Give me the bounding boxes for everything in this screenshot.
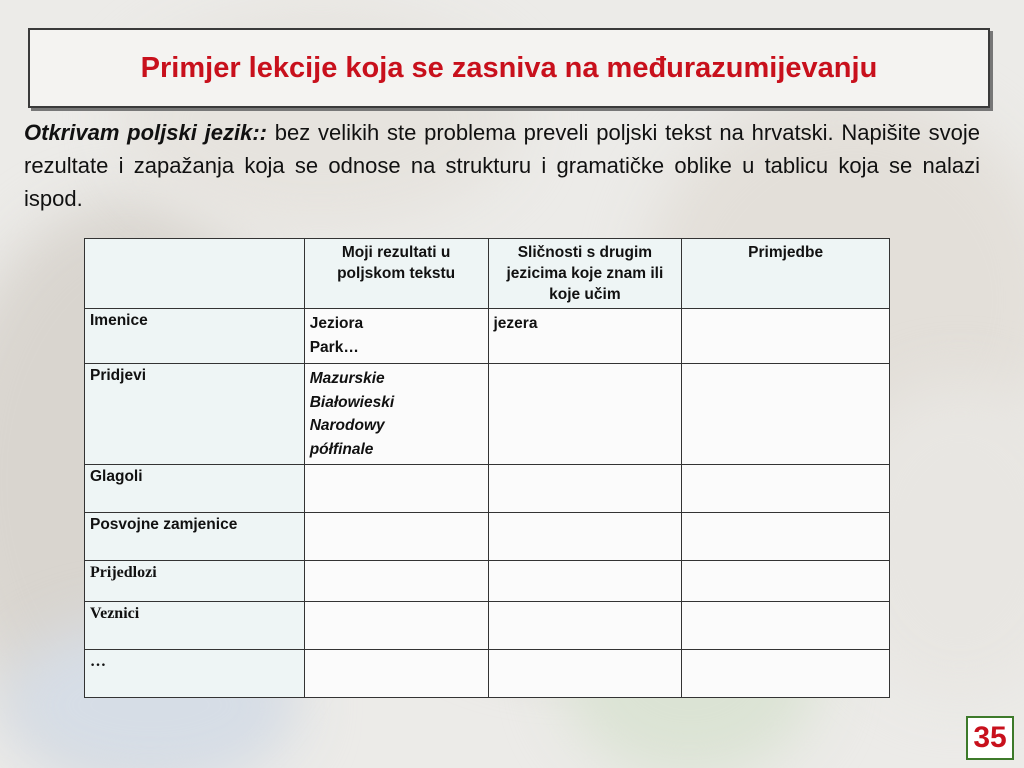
similarities-cell <box>488 602 682 650</box>
slide-title: Primjer lekcije koja se zasniva na međurazumijevanju <box>140 51 878 84</box>
row-label: Veznici <box>85 602 305 650</box>
similarities-cell <box>488 364 682 465</box>
notes-cell <box>682 513 890 561</box>
notes-cell <box>682 309 890 364</box>
results-cell <box>304 364 488 465</box>
result-value: Narodowy <box>309 417 385 434</box>
table-row <box>85 561 890 602</box>
table-row <box>85 513 890 561</box>
row-label: Prijedlozi <box>85 561 305 602</box>
notes-cell <box>682 465 890 513</box>
table-row <box>85 465 890 513</box>
result-value: Białowieski <box>309 393 395 411</box>
result-value: półfinale <box>309 440 374 458</box>
page-number: 35 <box>966 716 1014 760</box>
title-box <box>28 28 990 108</box>
notes-cell <box>682 364 890 465</box>
table-row <box>85 602 890 650</box>
results-cell <box>304 650 488 698</box>
result-value: Jeziora <box>309 315 364 332</box>
row-label: Glagoli <box>85 465 305 513</box>
row-label: … <box>85 650 305 698</box>
header-results: Moji rezultati u poljskom tekstu <box>304 239 488 309</box>
similarities-cell <box>488 650 682 698</box>
results-cell <box>304 602 488 650</box>
notes-cell <box>682 561 890 602</box>
notes-cell <box>682 650 890 698</box>
similar-value: jezera <box>493 315 538 332</box>
result-value: Mazurskie <box>309 370 385 387</box>
similarities-cell <box>488 465 682 513</box>
row-label: Posvojne zamjenice <box>85 513 305 561</box>
results-cell <box>304 561 488 602</box>
header-empty <box>85 239 305 309</box>
notes-cell <box>682 602 890 650</box>
header-notes: Primjedbe <box>682 239 890 309</box>
intro-paragraph <box>24 116 980 215</box>
row-label: Imenice <box>85 309 305 364</box>
header-similarities: Sličnosti s drugim jezicima koje znam ili koje učim <box>488 239 682 309</box>
lesson-table <box>84 238 890 698</box>
results-cell <box>304 465 488 513</box>
table-header-row <box>85 239 890 309</box>
intro-text: bez velikih ste problema preveli poljski tekst na hrvatski. Napišite svoje rezultate i zapažanja koja se odnose na strukturu i gramatičke oblike u tablicu koja se nalazi ispod. <box>24 120 980 211</box>
similarities-cell <box>488 561 682 602</box>
table-row <box>85 364 890 465</box>
similarities-cell <box>488 513 682 561</box>
intro-lead: Otkrivam poljski jezik:: <box>24 120 267 145</box>
row-label: Pridjevi <box>85 364 305 465</box>
results-cell <box>304 513 488 561</box>
table-row <box>85 650 890 698</box>
similarities-cell <box>488 309 682 364</box>
result-value: Park… <box>309 339 359 356</box>
table-row <box>85 309 890 364</box>
results-cell <box>304 309 488 364</box>
